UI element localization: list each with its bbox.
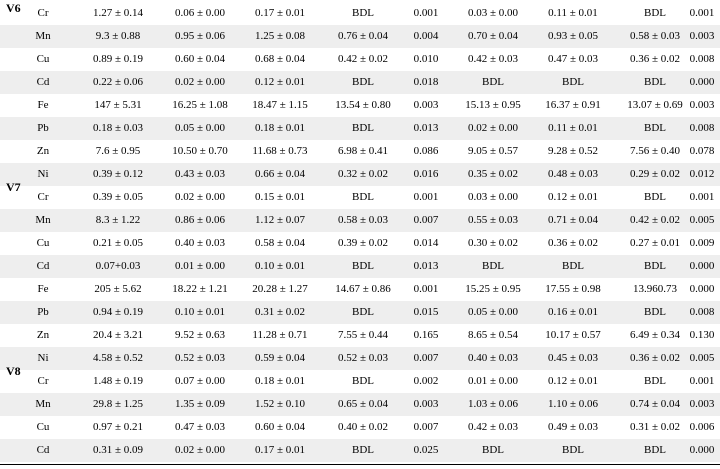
cell-value-1: 7.6 ± 0.95: [95, 145, 141, 157]
cell-value-6: 15.13 ± 0.95: [465, 99, 521, 111]
table-row: [0, 324, 720, 347]
cell-value-2: 0.40 ± 0.03: [174, 237, 226, 249]
cell-value-1: 0.39 ± 0.05: [92, 191, 144, 203]
cell-value-9: 0.009: [689, 237, 715, 249]
cell-value-8: BDL: [644, 191, 666, 203]
cell-value-4: 0.39 ± 0.02: [337, 237, 389, 249]
cell-value-7: 0.71 ± 0.04: [547, 214, 599, 226]
table-row: [0, 439, 720, 462]
cell-value-9: 0.078: [689, 145, 715, 157]
cell-value-2: 0.05 ± 0.00: [174, 122, 226, 134]
table-row: [0, 393, 720, 416]
cell-value-1: 0.18 ± 0.03: [92, 122, 144, 134]
cell-value-3: 0.17 ± 0.01: [254, 7, 306, 19]
cell-element: Cr: [37, 375, 49, 387]
cell-value-8: BDL: [644, 260, 666, 272]
cell-value-9: 0.003: [689, 30, 715, 42]
cell-value-3: 11.28 ± 0.71: [252, 329, 308, 341]
cell-value-5: 0.016: [413, 168, 439, 180]
cell-value-7: 10.17 ± 0.57: [545, 329, 601, 341]
cell-value-1: 0.97 ± 0.21: [92, 421, 144, 433]
cell-value-2: 1.35 ± 0.09: [174, 398, 226, 410]
cell-value-3: 0.60 ± 0.04: [254, 421, 306, 433]
cell-value-2: 0.02 ± 0.00: [174, 444, 226, 456]
cell-value-2: 0.01 ± 0.00: [174, 260, 226, 272]
cell-value-5: 0.010: [413, 53, 439, 65]
cell-value-6: BDL: [482, 76, 504, 88]
cell-value-4: BDL: [352, 444, 374, 456]
cell-value-2: 18.22 ± 1.21: [172, 283, 228, 295]
cell-value-7: BDL: [562, 260, 584, 272]
cell-element: Cd: [36, 76, 50, 88]
cell-value-1: 0.07+0.03: [95, 260, 141, 272]
cell-value-9: 0.001: [689, 375, 715, 387]
table-row: [0, 94, 720, 117]
cell-element: Mn: [35, 398, 51, 410]
cell-value-5: 0.004: [413, 30, 439, 42]
cell-value-3: 1.25 ± 0.08: [254, 30, 306, 42]
cell-value-4: 0.65 ± 0.04: [337, 398, 389, 410]
table-row: [0, 48, 720, 71]
cell-value-6: 0.02 ± 0.00: [467, 122, 519, 134]
cell-value-6: 0.05 ± 0.00: [467, 306, 519, 318]
cell-value-1: 205 ± 5.62: [94, 283, 142, 295]
cell-element: Ni: [37, 168, 49, 180]
cell-value-3: 0.68 ± 0.04: [254, 53, 306, 65]
cell-value-4: 7.55 ± 0.44: [337, 329, 389, 341]
cell-value-4: BDL: [352, 122, 374, 134]
cell-value-4: 14.67 ± 0.86: [335, 283, 391, 295]
cell-value-6: 0.40 ± 0.03: [467, 352, 519, 364]
cell-value-6: 15.25 ± 0.95: [465, 283, 521, 295]
cell-value-8: BDL: [644, 7, 666, 19]
cell-value-9: 0.005: [689, 214, 715, 226]
cell-value-9: 0.000: [689, 260, 715, 272]
cell-value-6: 0.70 ± 0.04: [467, 30, 519, 42]
cell-value-4: 0.52 ± 0.03: [337, 352, 389, 364]
cell-value-1: 0.31 ± 0.09: [92, 444, 144, 456]
table-row: [0, 278, 720, 301]
cell-value-2: 0.52 ± 0.03: [174, 352, 226, 364]
cell-value-7: 0.45 ± 0.03: [547, 352, 599, 364]
cell-element: Cu: [36, 53, 50, 65]
group-label: V7: [6, 180, 21, 194]
cell-value-5: 0.007: [413, 421, 439, 433]
cell-value-4: BDL: [352, 7, 374, 19]
table-row: [0, 209, 720, 232]
cell-value-4: BDL: [352, 306, 374, 318]
cell-value-1: 147 ± 5.31: [94, 99, 142, 111]
cell-value-6: 0.42 ± 0.03: [467, 53, 519, 65]
cell-element: Pb: [37, 306, 49, 318]
cell-element: Zn: [36, 329, 50, 341]
table-row: [0, 140, 720, 163]
cell-value-6: 8.65 ± 0.54: [467, 329, 519, 341]
cell-element: Cu: [36, 421, 50, 433]
cell-value-4: 6.98 ± 0.41: [337, 145, 389, 157]
cell-value-7: BDL: [562, 76, 584, 88]
cell-value-3: 0.18 ± 0.01: [254, 122, 306, 134]
cell-value-9: 0.000: [689, 283, 715, 295]
cell-element: Cr: [37, 7, 49, 19]
cell-value-1: 0.94 ± 0.19: [92, 306, 144, 318]
group-label: V8: [6, 364, 21, 378]
cell-element: Cu: [36, 237, 50, 249]
cell-value-8: 0.31 ± 0.02: [629, 421, 681, 433]
cell-value-8: BDL: [644, 122, 666, 134]
cell-value-5: 0.001: [413, 191, 439, 203]
table-row: [0, 186, 720, 209]
cell-value-7: 0.93 ± 0.05: [547, 30, 599, 42]
bottom-rule: [0, 464, 720, 465]
cell-value-4: BDL: [352, 375, 374, 387]
cell-value-6: 0.03 ± 0.00: [467, 7, 519, 19]
cell-value-1: 1.27 ± 0.14: [92, 7, 144, 19]
cell-value-4: 0.32 ± 0.02: [337, 168, 389, 180]
cell-value-7: 0.48 ± 0.03: [547, 168, 599, 180]
cell-value-8: 0.29 ± 0.02: [629, 168, 681, 180]
cell-value-2: 0.60 ± 0.04: [174, 53, 226, 65]
cell-value-5: 0.015: [413, 306, 439, 318]
cell-value-7: 0.36 ± 0.02: [547, 237, 599, 249]
cell-value-9: 0.008: [689, 122, 715, 134]
cell-value-3: 0.59 ± 0.04: [254, 352, 306, 364]
cell-value-5: 0.018: [413, 76, 439, 88]
cell-value-8: BDL: [644, 444, 666, 456]
table-row: [0, 255, 720, 278]
cell-value-9: 0.005: [689, 352, 715, 364]
cell-value-7: 0.49 ± 0.03: [547, 421, 599, 433]
cell-value-9: 0.008: [689, 306, 715, 318]
cell-value-7: 0.16 ± 0.01: [547, 306, 599, 318]
cell-value-6: BDL: [482, 260, 504, 272]
cell-value-9: 0.000: [689, 444, 715, 456]
cell-value-4: BDL: [352, 76, 374, 88]
cell-value-5: 0.002: [413, 375, 439, 387]
table-row: [0, 301, 720, 324]
cell-value-3: 20.28 ± 1.27: [252, 283, 308, 295]
cell-value-9: 0.000: [689, 76, 715, 88]
cell-value-6: 0.03 ± 0.00: [467, 191, 519, 203]
cell-value-2: 0.43 ± 0.03: [174, 168, 226, 180]
cell-value-4: 13.54 ± 0.80: [335, 99, 391, 111]
cell-value-9: 0.003: [689, 99, 715, 111]
cell-value-1: 0.89 ± 0.19: [92, 53, 144, 65]
cell-element: Pb: [37, 122, 49, 134]
cell-value-5: 0.014: [413, 237, 439, 249]
cell-element: Fe: [37, 99, 49, 111]
cell-value-2: 0.02 ± 0.00: [174, 191, 226, 203]
cell-value-3: 0.17 ± 0.01: [254, 444, 306, 456]
cell-value-9: 0.001: [689, 191, 715, 203]
cell-value-3: 11.68 ± 0.73: [252, 145, 308, 157]
cell-value-2: 0.02 ± 0.00: [174, 76, 226, 88]
cell-value-1: 0.21 ± 0.05: [92, 237, 144, 249]
cell-value-6: 0.42 ± 0.03: [467, 421, 519, 433]
cell-element: Zn: [36, 145, 50, 157]
table-row: [0, 117, 720, 140]
cell-value-5: 0.086: [413, 145, 439, 157]
cell-value-8: 7.56 ± 0.40: [629, 145, 681, 157]
cell-value-4: BDL: [352, 191, 374, 203]
cell-value-3: 0.15 ± 0.01: [254, 191, 306, 203]
cell-value-1: 9.3 ± 0.88: [95, 30, 141, 42]
cell-value-7: 0.12 ± 0.01: [547, 375, 599, 387]
cell-value-5: 0.001: [413, 283, 439, 295]
cell-value-5: 0.007: [413, 214, 439, 226]
table-row: [0, 163, 720, 186]
cell-value-3: 0.10 ± 0.01: [254, 260, 306, 272]
cell-value-8: 0.42 ± 0.02: [629, 214, 681, 226]
cell-value-7: 9.28 ± 0.52: [547, 145, 599, 157]
cell-value-1: 4.58 ± 0.52: [92, 352, 144, 364]
cell-value-4: 0.76 ± 0.04: [337, 30, 389, 42]
cell-value-2: 16.25 ± 1.08: [172, 99, 228, 111]
cell-value-9: 0.012: [689, 168, 715, 180]
cell-value-2: 10.50 ± 0.70: [172, 145, 228, 157]
cell-value-2: 0.10 ± 0.01: [174, 306, 226, 318]
cell-value-3: 0.58 ± 0.04: [254, 237, 306, 249]
cell-element: Ni: [37, 352, 49, 364]
cell-element: Mn: [35, 214, 51, 226]
cell-value-5: 0.007: [413, 352, 439, 364]
cell-value-6: BDL: [482, 444, 504, 456]
cell-value-6: 0.55 ± 0.03: [467, 214, 519, 226]
cell-value-5: 0.025: [413, 444, 439, 456]
cell-value-8: 0.58 ± 0.03: [629, 30, 681, 42]
table-row: [0, 347, 720, 370]
cell-value-7: 0.47 ± 0.03: [547, 53, 599, 65]
cell-value-5: 0.013: [413, 122, 439, 134]
cell-value-5: 0.013: [413, 260, 439, 272]
cell-value-7: 1.10 ± 0.06: [547, 398, 599, 410]
cell-value-8: BDL: [644, 306, 666, 318]
cell-value-2: 0.86 ± 0.06: [174, 214, 226, 226]
cell-value-1: 1.48 ± 0.19: [92, 375, 144, 387]
cell-value-9: 0.003: [689, 398, 715, 410]
cell-element: Cd: [36, 444, 50, 456]
group-label: V6: [6, 1, 21, 15]
cell-value-9: 0.008: [689, 53, 715, 65]
cell-value-8: BDL: [644, 375, 666, 387]
cell-value-9: 0.006: [689, 421, 715, 433]
cell-value-4: 0.42 ± 0.02: [337, 53, 389, 65]
cell-element: Cd: [36, 260, 50, 272]
cell-value-5: 0.165: [413, 329, 439, 341]
cell-element: Fe: [37, 283, 49, 295]
cell-value-8: 0.27 ± 0.01: [629, 237, 681, 249]
table-row: [0, 416, 720, 439]
cell-value-8: 0.74 ± 0.04: [629, 398, 681, 410]
cell-value-2: 0.06 ± 0.00: [174, 7, 226, 19]
cell-value-4: BDL: [352, 260, 374, 272]
cell-value-3: 0.12 ± 0.01: [254, 76, 306, 88]
table-row: [0, 2, 720, 25]
cell-value-6: 0.30 ± 0.02: [467, 237, 519, 249]
cell-value-7: 0.12 ± 0.01: [547, 191, 599, 203]
cell-value-2: 9.52 ± 0.63: [174, 329, 226, 341]
cell-value-8: 13.07 ± 0.69: [627, 99, 683, 111]
cell-value-8: 0.36 ± 0.02: [629, 53, 681, 65]
cell-value-6: 0.01 ± 0.00: [467, 375, 519, 387]
table-row: [0, 370, 720, 393]
cell-value-1: 8.3 ± 1.22: [95, 214, 141, 226]
cell-value-3: 18.47 ± 1.15: [252, 99, 308, 111]
cell-value-7: 0.11 ± 0.01: [548, 122, 598, 134]
cell-value-6: 1.03 ± 0.06: [467, 398, 519, 410]
cell-value-4: 0.58 ± 0.03: [337, 214, 389, 226]
cell-value-8: 6.49 ± 0.34: [629, 329, 681, 341]
table-row: [0, 232, 720, 255]
cell-value-8: 0.36 ± 0.02: [629, 352, 681, 364]
cell-value-7: 0.11 ± 0.01: [548, 7, 598, 19]
cell-value-9: 0.001: [689, 7, 715, 19]
cell-value-8: 13.960.73: [633, 283, 677, 295]
cell-value-1: 0.22 ± 0.06: [92, 76, 144, 88]
table-row: [0, 71, 720, 94]
cell-value-6: 9.05 ± 0.57: [467, 145, 519, 157]
cell-value-5: 0.003: [413, 398, 439, 410]
cell-value-6: 0.35 ± 0.02: [467, 168, 519, 180]
cell-value-2: 0.07 ± 0.00: [174, 375, 226, 387]
cell-element: Cr: [37, 191, 49, 203]
cell-value-1: 0.39 ± 0.12: [92, 168, 144, 180]
cell-value-7: BDL: [562, 444, 584, 456]
cell-value-5: 0.001: [413, 7, 439, 19]
cell-value-3: 1.12 ± 0.07: [254, 214, 306, 226]
cell-value-7: 17.55 ± 0.98: [545, 283, 601, 295]
cell-value-1: 20.4 ± 3.21: [92, 329, 144, 341]
cell-value-4: 0.40 ± 0.02: [337, 421, 389, 433]
cell-value-3: 1.52 ± 0.10: [254, 398, 306, 410]
cell-value-9: 0.130: [689, 329, 715, 341]
table-row: [0, 25, 720, 48]
cell-value-7: 16.37 ± 0.91: [545, 99, 601, 111]
cell-element: Mn: [35, 30, 51, 42]
cell-value-3: 0.31 ± 0.02: [254, 306, 306, 318]
cell-value-2: 0.47 ± 0.03: [174, 421, 226, 433]
cell-value-3: 0.66 ± 0.04: [254, 168, 306, 180]
cell-value-1: 29.8 ± 1.25: [92, 398, 144, 410]
cell-value-3: 0.18 ± 0.01: [254, 375, 306, 387]
cell-value-5: 0.003: [413, 99, 439, 111]
cell-value-2: 0.95 ± 0.06: [174, 30, 226, 42]
cell-value-8: BDL: [644, 76, 666, 88]
